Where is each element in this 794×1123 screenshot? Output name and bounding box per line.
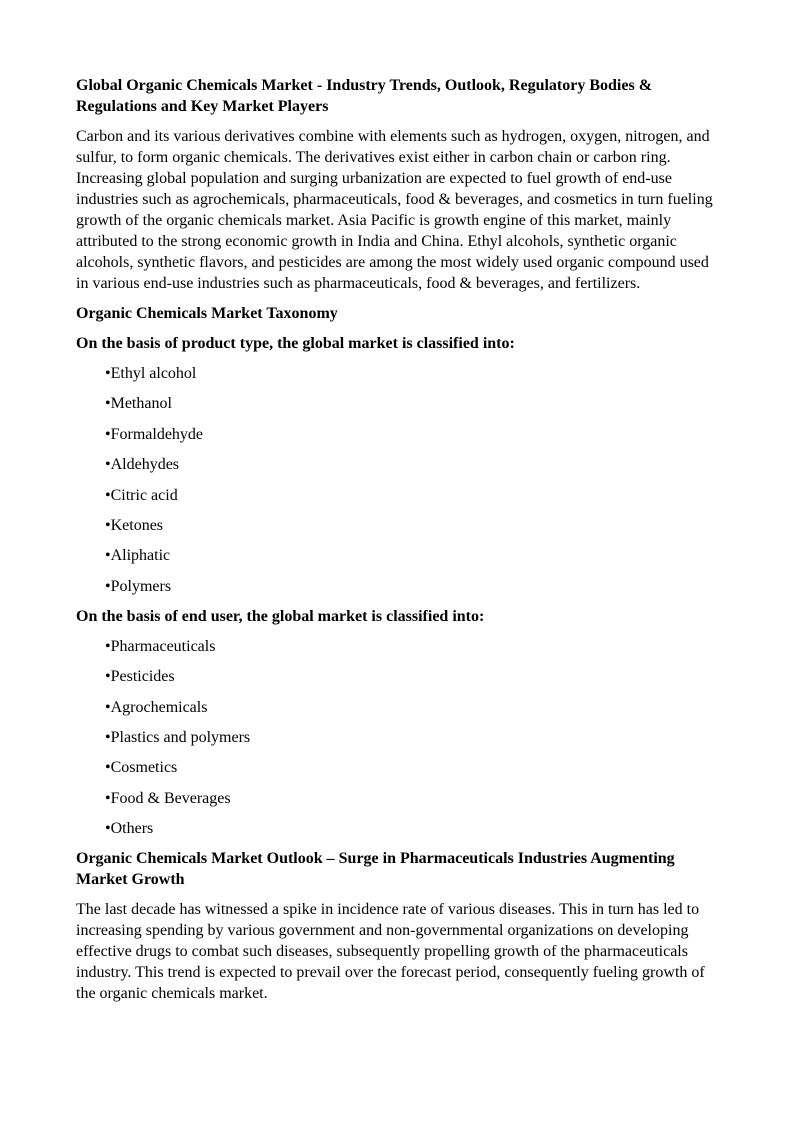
list-item: •Methanol [105,395,172,413]
end-user-heading: On the basis of end user, the global market is classified into: [76,607,485,625]
intro-paragraph: Carbon and its various derivatives combine with elements such as hydrogen, oxygen, nitrogen, and sulfur, to form organic chemicals. The derivatives exist either in carbon chain or carbon ring. Increasing global population and surging urbanization are expected to fuel growth of end-use industries such as agrochemicals, pharmaceuticals, food & beverages, and cosmetics in turn fueling growth of the organic chemicals market. Asia Pacific is growth engine of this market, mainly attributed to the strong economic growth in India and China. Ethyl alcohols, synthetic organic alcohols, synthetic flavors, and pesticides are among the most widely used organic compound used in various end-use industries such as pharmaceuticals, food & beverages, and fertilizers. [76,128,713,292]
list-item: •Food & Beverages [105,789,231,807]
list-item: •Pesticides [105,668,175,686]
end-user-list [76,636,720,839]
list-item: •Polymers [105,577,172,595]
list-item: •Pharmaceuticals [105,637,216,655]
document-page [76,75,720,1013]
list-item: •Aliphatic [105,547,171,565]
outlook-paragraph: The last decade has witnessed a spike in incidence rate of various diseases. This in turn has led to increasing spending by various government and non-governmental organizations on developing effective drugs to combat such diseases, subsequently propelling growth of the pharmaceuticals industry. This trend is expected to prevail over the forecast period, consequently fueling growth of the organic chemicals market. [76,901,705,1003]
product-type-heading: On the basis of product type, the global market is classified into: [76,335,515,352]
outlook-heading: Organic Chemicals Market Outlook – Surge in Pharmaceuticals Industries Augmenting Market Growth [76,850,675,889]
list-item: •Others [105,820,154,838]
list-item: •Agrochemicals [105,698,208,716]
document-title: Global Organic Chemicals Market - Industry Trends, Outlook, Regulatory Bodies & Regulations and Key Market Players [76,77,653,115]
list-item: •Ketones [105,516,164,534]
list-item: •Formaldehyde [105,425,204,443]
list-item: •Aldehydes [105,456,180,474]
taxonomy-heading: Organic Chemicals Market Taxonomy [76,305,338,322]
product-type-list [76,363,720,597]
list-item: •Cosmetics [105,759,178,777]
list-item: •Citric acid [105,486,178,504]
list-item: •Plastics and polymers [105,728,251,746]
list-item: •Ethyl alcohol [105,365,197,382]
